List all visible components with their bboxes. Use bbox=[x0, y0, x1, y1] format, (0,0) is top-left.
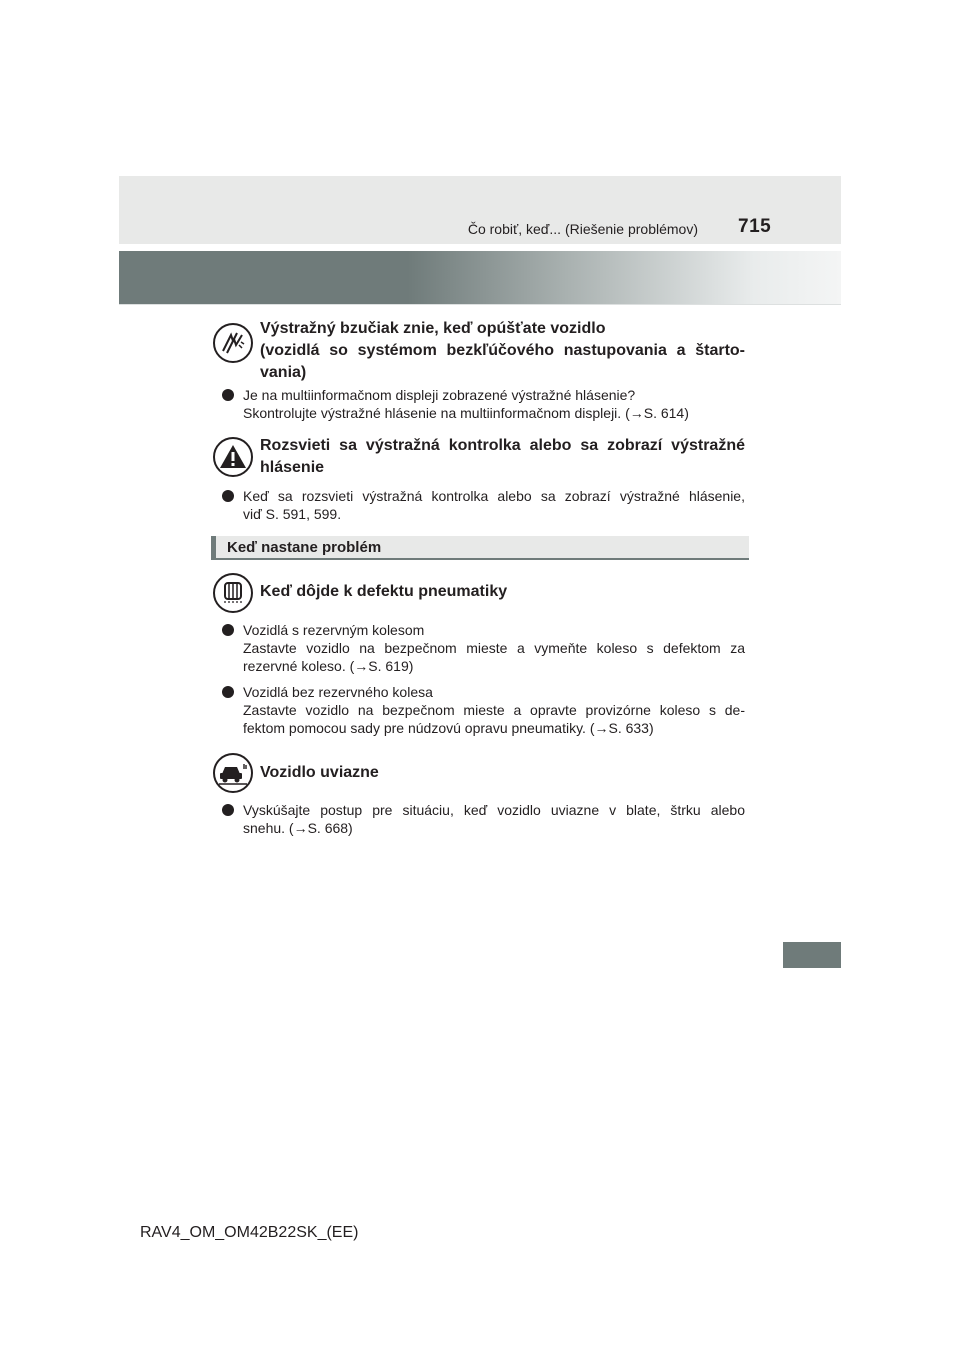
bullet-line: Skontrolujte výstražné hlásenie na multiinformačnom displeji. (→S. 614) bbox=[243, 405, 689, 421]
divider bbox=[119, 304, 841, 305]
chapter-tab bbox=[783, 942, 841, 968]
bullet-line: snehu. (→S. 668) bbox=[243, 820, 353, 836]
bullet-line: fektom pomocou sady pre núdzovú opravu pneumatiky. (→S. 633) bbox=[243, 720, 654, 736]
heading-line: vania) bbox=[260, 364, 307, 381]
bullet-icon bbox=[222, 490, 234, 502]
bullet-line: rezervné koleso. (→S. 619) bbox=[243, 658, 414, 674]
document-code: RAV4_OM_OM42B22SK_(EE) bbox=[140, 1224, 359, 1241]
heading-line: hlásenie bbox=[260, 459, 325, 476]
heading-buzzer bbox=[260, 318, 745, 384]
bullet-line: viď S. 591, 599. bbox=[243, 506, 342, 522]
list-item bbox=[222, 683, 745, 737]
list-item bbox=[222, 621, 745, 675]
bullet-line: Vyskúšajte postup pre situáciu, keď vozidlo uviazne v blate, štrku alebo bbox=[243, 802, 745, 818]
bullet-line: Zastavte vozidlo na bezpečnom mieste a vymeňte koleso s defektom za bbox=[243, 640, 745, 656]
buzzer-icon bbox=[213, 323, 253, 363]
bullet-line: Vozidlá bez rezervného kolesa bbox=[243, 684, 433, 700]
section-title: Keď nastane problém bbox=[227, 539, 382, 556]
heading-line: Výstražný bzučiak znie, keď opúšťate vozidlo bbox=[260, 320, 606, 337]
bullet-line: Keď sa rozsvieti výstražná kontrolka alebo sa zobrazí výstražné hlásenie, bbox=[243, 488, 745, 504]
warning-triangle-icon bbox=[213, 437, 253, 477]
list-item bbox=[222, 386, 745, 422]
chapter-title: Čo robiť, keď... (Riešenie problémov) bbox=[467, 221, 698, 237]
section-title-bar bbox=[211, 536, 749, 560]
heading-line: Rozsvieti sa výstražná kontrolka alebo sa zobrazí výstražné bbox=[260, 437, 745, 454]
bullet-line: Je na multiinformačnom displeji zobrazené výstražné hlásenie? bbox=[243, 387, 636, 403]
bullet-icon bbox=[222, 686, 234, 698]
heading-stuck-vehicle: Vozidlo uviazne bbox=[260, 764, 379, 781]
heading-flat-tire: Keď dôjde k defektu pneumatiky bbox=[260, 583, 508, 600]
heading-line: (vozidlá so systémom bezkľúčového nastupovania a štarto- bbox=[260, 342, 745, 359]
bullet-line: Vozidlá s rezervným kolesom bbox=[243, 622, 425, 638]
bullet-line: Zastavte vozidlo na bezpečnom mieste a opravte provizórne koleso s de- bbox=[243, 702, 745, 718]
list-item bbox=[222, 487, 745, 523]
bullet-icon bbox=[222, 624, 234, 636]
flat-tire-icon bbox=[213, 573, 253, 613]
stuck-vehicle-icon bbox=[213, 753, 253, 793]
header-gradient-band bbox=[119, 251, 841, 304]
bullet-icon bbox=[222, 389, 234, 401]
bullet-icon bbox=[222, 804, 234, 816]
heading-warning bbox=[260, 435, 745, 479]
list-item bbox=[222, 801, 745, 837]
page-number: 715 bbox=[738, 216, 772, 237]
